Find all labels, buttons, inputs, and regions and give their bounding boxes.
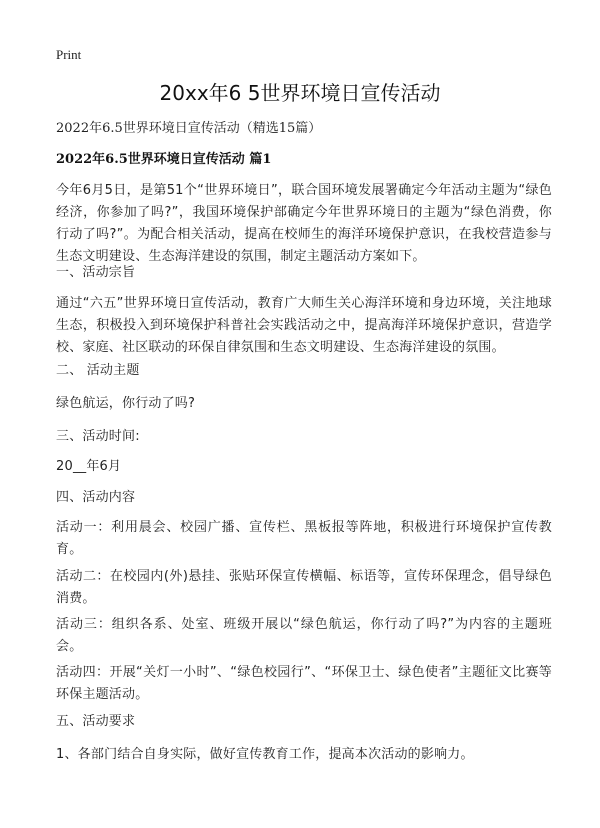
heading-purpose: 一、活动宗旨 — [56, 265, 136, 280]
section-heading: 2022年6.5世界环境日宣传活动 篇1 — [56, 152, 272, 167]
requirement-one: 1、各部门结合自身实际，做好宣传教育工作，提高本次活动的影响力。 — [56, 747, 474, 762]
print-label: Print — [56, 47, 82, 62]
heading-time: 三、活动时间: — [56, 429, 140, 444]
document-subtitle: 2022年6.5世界环境日宣传活动（精选15篇） — [56, 121, 322, 136]
time-paragraph: 20__年6月 — [56, 459, 122, 474]
heading-content: 四、活动内容 — [56, 490, 136, 505]
activity-one: 活动一：利用晨会、校园广播、宣传栏、黑板报等阵地，积极进行环境保护宣传教育。 — [56, 520, 552, 557]
activity-three: 活动三：组织各系、处室、班级开展以“绿色航运，你行动了吗?”为内容的主题班会。 — [56, 617, 552, 654]
intro-paragraph: 今年6月5日，是第51个“世界环境日”，联合国环境发展署确定今年活动主题为“绿色经济，你参加了吗?”，我国环境保护部确定今年世界环境日的主题为“绿色消费，你行动了吗?”。为配合相关活动，提高在校师生的海洋环境保护意识，在我校营造参与生态文明建设、生态海洋建设的氛围，制定主题活动方案如下。 — [56, 183, 552, 264]
purpose-paragraph: 通过“六五”世界环境日宣传活动，教育广大师生关心海洋环境和身边环境，关注地球生态，积极投入到环境保护科普社会实践活动之中，提高海洋环境保护意识，营造学校、家庭、社区联动的环保自律氛围和生态文明建设、生态海洋建设的氛围。 — [56, 296, 552, 355]
heading-theme: 二、 活动主题 — [56, 363, 140, 378]
document-title: 20xx年6 5世界环境日宣传活动 — [159, 81, 441, 105]
heading-requirements: 五、活动要求 — [56, 714, 136, 729]
activity-four: 活动四：开展“关灯一小时”、“绿色校园行”、“环保卫士、绿色使者”主题征文比赛等环保主题活动。 — [56, 665, 552, 702]
theme-paragraph: 绿色航运，你行动了吗? — [56, 396, 196, 411]
activity-two: 活动二：在校园内(外)悬挂、张贴环保宣传横幅、标语等，宣传环保理念，倡导绿色消费。 — [56, 569, 552, 606]
